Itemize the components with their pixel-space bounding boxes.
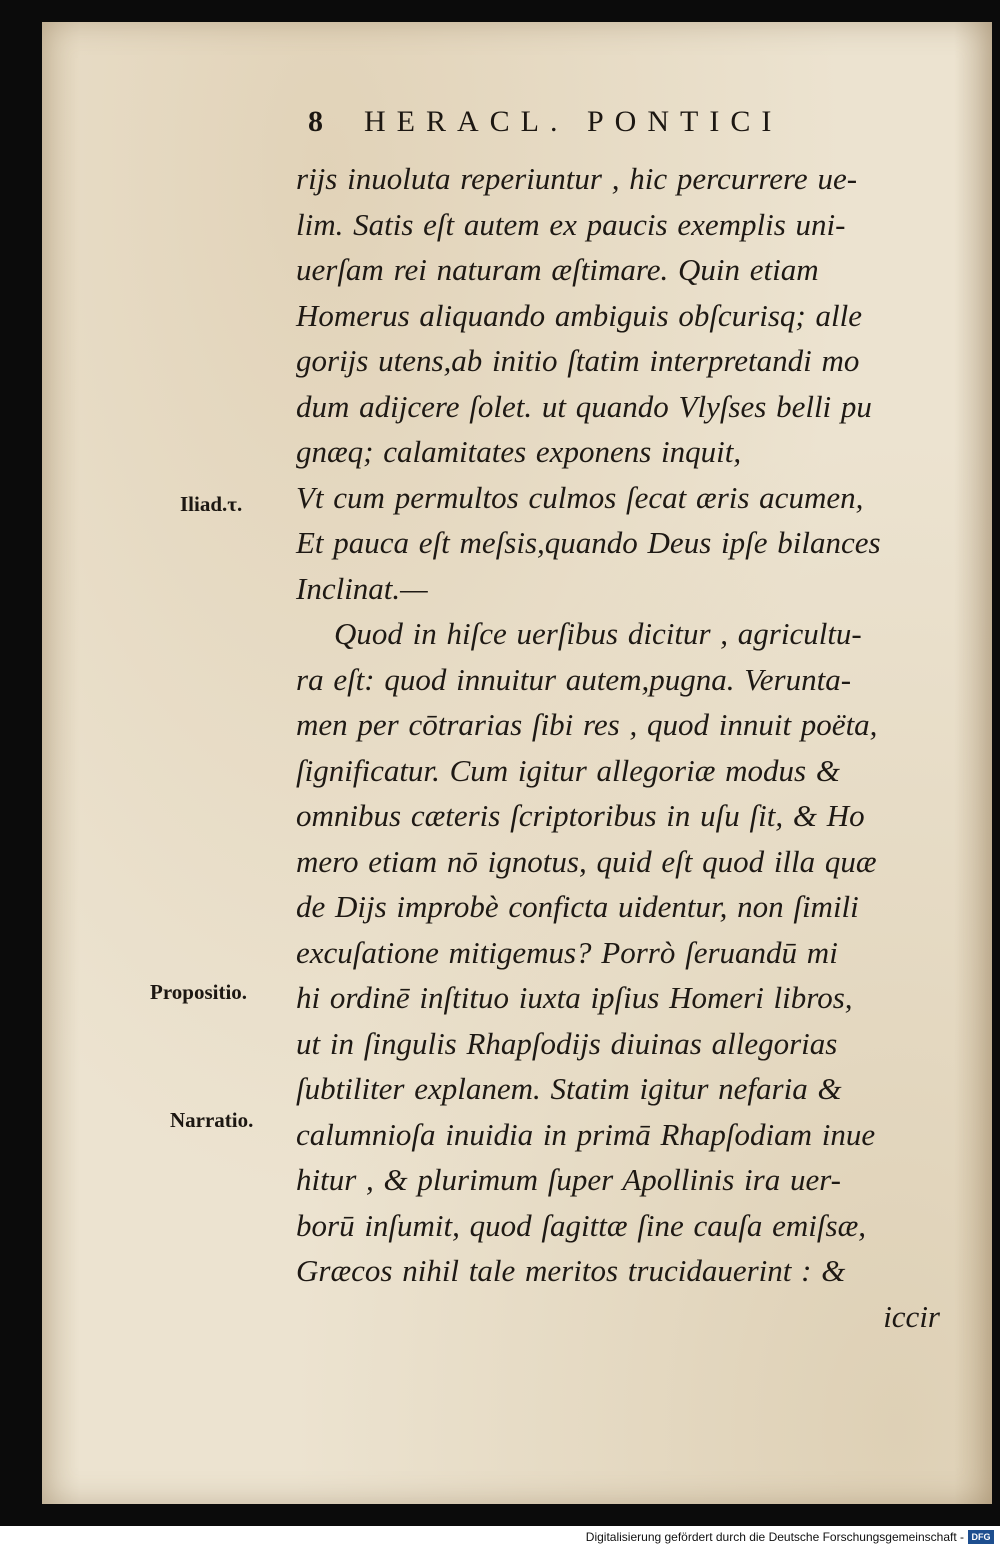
margin-note-iliad: Iliad.τ.	[180, 492, 243, 516]
verse-line: Et pauca eſt meſsis,quando Deus ipſe bilances	[296, 525, 881, 560]
text-line: omnibus cæteris ſcriptoribus in uſu ſit, & Ho	[296, 798, 865, 833]
text-line: Homerus aliquando ambiguis obſcurisq; alle	[296, 297, 862, 333]
catchword: iccir	[883, 1298, 940, 1334]
text-line: hi ordinē inſtituo iuxta ipſius Homeri libros,	[296, 980, 853, 1015]
text-line: calumnioſa inuidia in primā Rhapſodiam inue	[296, 1116, 876, 1152]
text-line: lim. Satis eſt autem ex paucis exemplis uni-	[296, 206, 846, 242]
body-text	[296, 156, 946, 1339]
text-line: men per cōtrarias ſibi res , quod innuit poëta,	[296, 707, 878, 742]
page-number: 8	[308, 105, 323, 138]
text-line: hitur , & plurimum ſuper Apollinis ira uer-	[296, 1162, 841, 1197]
text-line: de Dijs improbè conficta uidentur, non ſimili	[296, 889, 859, 924]
running-head	[302, 103, 902, 147]
text-line: Græcos nihil tale meritos trucidauerint : &	[296, 1253, 846, 1288]
text-line: mero etiam nō ignotus, quid eſt quod illa quæ	[296, 843, 877, 879]
verse-line: Inclinat.—	[296, 570, 428, 606]
text-line: rijs inuoluta reperiuntur , hic percurrere ue-	[296, 161, 858, 196]
running-head-title: HERACL. PONTICI	[364, 105, 783, 138]
text-line: Quod in hiſce uerſibus dicitur , agricultu-	[334, 616, 862, 651]
text-line: ſubtiliter explanem. Statim igitur nefaria &	[296, 1071, 842, 1106]
text-line: gorijs utens,ab initio ſtatim interpretandi mo	[296, 343, 860, 378]
text-line: borū inſumit, quod ſagittæ ſine cauſa emiſsæ,	[296, 1207, 866, 1243]
funding-credit: Digitalisierung gefördert durch die Deutsche Forschungsgemeinschaft -	[585, 1530, 964, 1544]
text-line: excuſatione mitigemus? Porrò ſeruandū mi	[296, 934, 838, 970]
text-line: ut in ſingulis Rhapſodijs diuinas allegorias	[296, 1025, 838, 1061]
text-line: uerſam rei naturam æſtimare. Quin etiam	[296, 252, 819, 287]
verse-line: Vt cum permultos culmos ſecat æris acumen,	[296, 479, 864, 515]
text-line: gnæq; calamitates exponens inquit,	[296, 434, 742, 469]
text-line: dum adijcere ſolet. ut quando Vlyſses belli pu	[296, 388, 872, 424]
dfg-logo: DFG	[968, 1530, 994, 1544]
text-line: ra eſt: quod innuitur autem,pugna. Veruntа-	[296, 661, 852, 697]
margin-note-narratio: Narratio.	[170, 1108, 254, 1132]
margin-note-propositio: Propositio.	[150, 980, 248, 1004]
text-line: ſignificatur. Cum igitur allegoriæ modus &	[296, 752, 840, 788]
footer-bar	[0, 1526, 1000, 1549]
